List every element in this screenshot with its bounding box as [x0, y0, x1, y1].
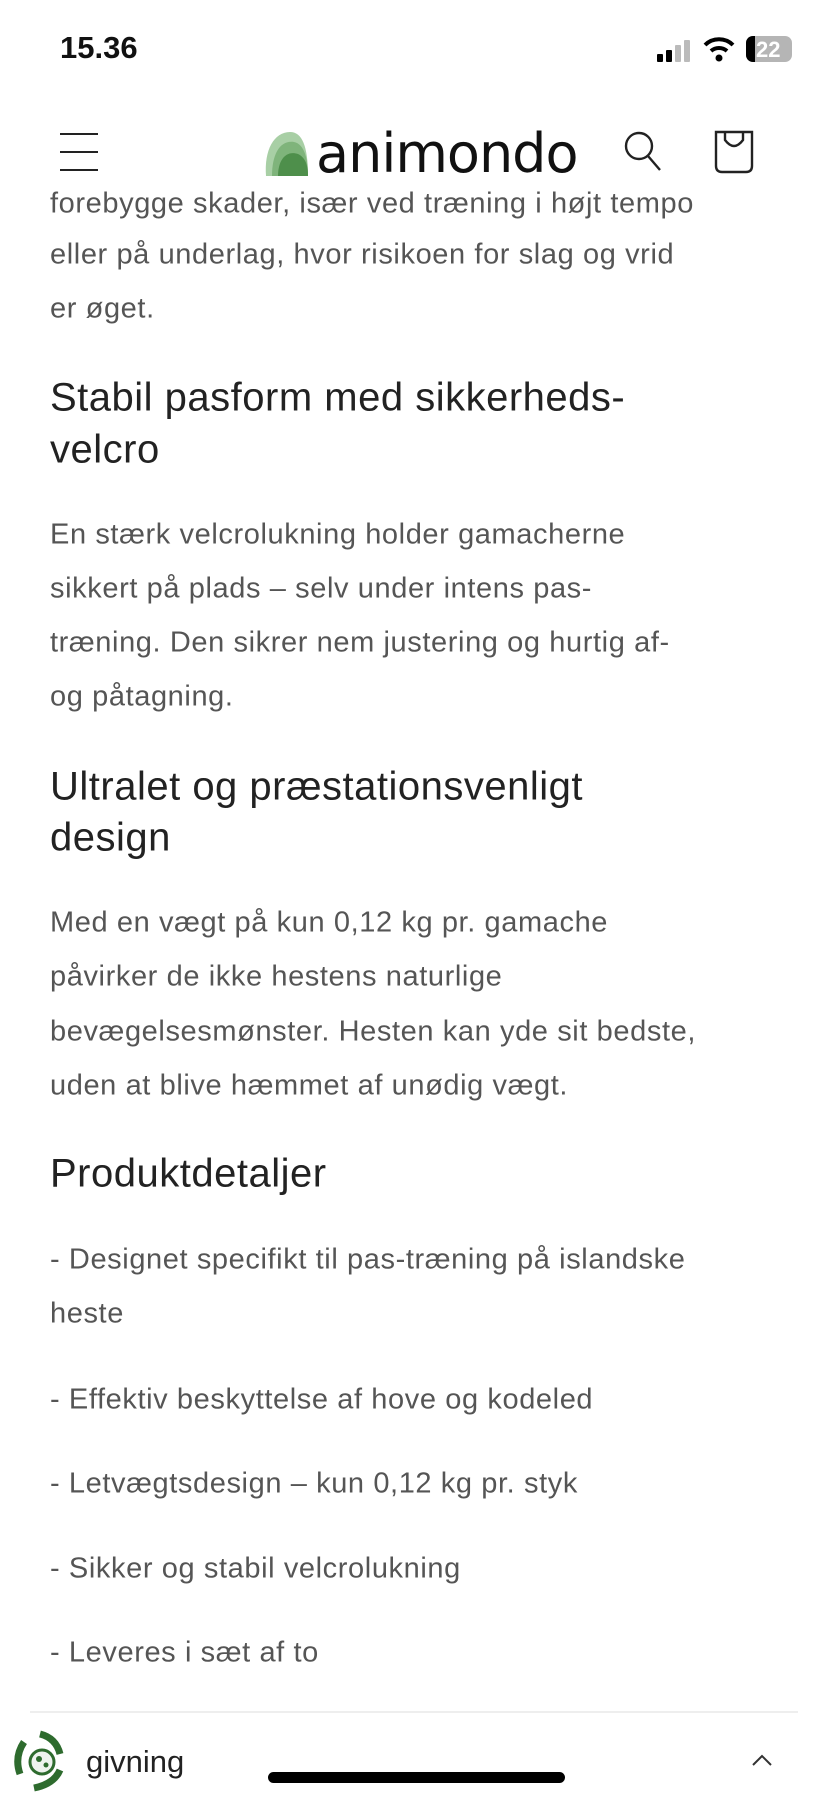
search-icon[interactable] [623, 130, 663, 172]
section-heading: design [50, 815, 171, 860]
paragraph-line: er øget. [50, 292, 155, 325]
cart-icon[interactable] [713, 130, 755, 174]
paragraph-line: forebygge skader, især ved træning i højt tempo [50, 187, 694, 220]
paragraph-line: eller på underlag, hvor risikoen for slag og vrid [50, 238, 675, 271]
section-heading: Stabil pasform med sikkerheds- [50, 375, 626, 420]
wifi-icon [703, 36, 735, 62]
menu-button[interactable] [60, 133, 100, 171]
signal-icon [657, 40, 693, 62]
detail-item: - Letvægtsdesign – kun 0,12 kg pr. styk [50, 1467, 578, 1500]
paragraph-line: uden at blive hæmmet af unødig vægt. [50, 1069, 569, 1102]
section-heading: velcro [50, 427, 160, 472]
section-heading: Ultralet og præstationsvenligt [50, 764, 584, 809]
detail-item: - Effektiv beskyttelse af hove og kodeled [50, 1383, 594, 1416]
paragraph-line: En stærk velcrolukning holder gamacherne [50, 518, 626, 551]
home-indicator [268, 1772, 565, 1783]
logo-mark-icon [264, 130, 310, 178]
chevron-up-icon [750, 1752, 774, 1768]
details-heading: Produktdetaljer [50, 1151, 327, 1196]
site-header [0, 100, 828, 186]
paragraph-line: påvirker de ikke hestens naturlige [50, 960, 503, 993]
status-bar [0, 0, 828, 100]
detail-item: - Leveres i sæt af to [50, 1636, 319, 1669]
detail-item: - Sikker og stabil velcrolukning [50, 1552, 461, 1585]
detail-item: - Designet specifikt til pas-træning på islandske [50, 1243, 686, 1276]
status-time: 15.36 [60, 30, 138, 65]
paragraph-line: Med en vægt på kun 0,12 kg pr. gamache [50, 906, 609, 939]
paragraph-line: træning. Den sikrer nem justering og hurtig af- [50, 626, 670, 659]
detail-item: heste [50, 1297, 124, 1330]
divider [30, 1711, 798, 1713]
battery-icon [746, 36, 792, 62]
paragraph-line: sikkert på plads – selv under intens pas- [50, 572, 593, 605]
battery-level: 22 [756, 37, 781, 62]
accordion-label: givning [86, 1744, 185, 1779]
brand-name: animondo [316, 122, 578, 185]
paragraph-line: og påtagning. [50, 680, 234, 713]
recycle-badge-icon [12, 1722, 72, 1802]
paragraph-line: bevægelsesmønster. Hesten kan yde sit bedste, [50, 1015, 696, 1048]
